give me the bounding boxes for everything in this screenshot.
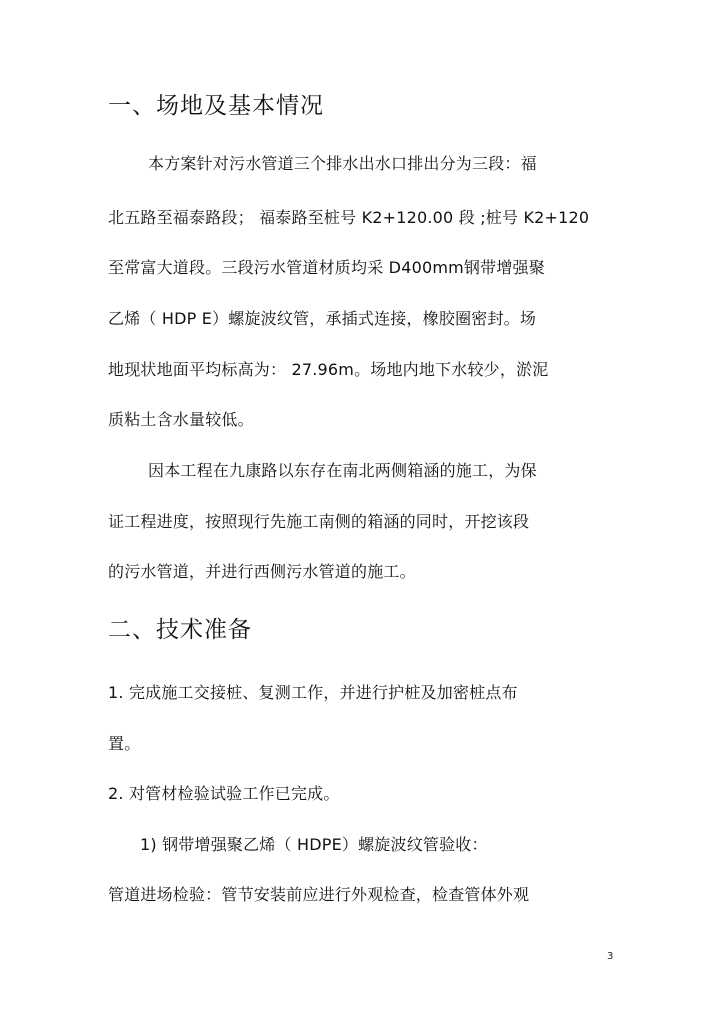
page-number: 3 xyxy=(607,951,614,962)
paragraph-line: 的污水管道，并进行西侧污水管道的施工。 xyxy=(108,562,416,581)
list-item: 1) 钢带增强聚乙烯（ HDPE）螺旋波纹管验收： xyxy=(140,835,488,854)
paragraph-line: 本方案针对污水管道三个排水出水口排出分为三段：福 xyxy=(148,154,537,173)
paragraph-line: 管道进场检验：管节安装前应进行外观检查，检查管体外观 xyxy=(108,885,530,904)
paragraph-line: 地现状地面平均标高为： 27.96m。场地内地下水较少，淤泥 xyxy=(108,360,549,379)
list-item: 1. 完成施工交接桩、复测工作，并进行护桩及加密桩点布 xyxy=(108,683,518,702)
paragraph-line: 北五路至福泰路段； 福泰路至桩号 K2+120.00 段 ;桩号 K2+120 xyxy=(108,208,590,227)
section-1-title: 一、场地及基本情况 xyxy=(108,93,324,119)
paragraph-line: 证工程进度，按照现行先施工南侧的箱涵的同时，开挖该段 xyxy=(108,512,530,531)
paragraph-line: 质粘土含水量较低。 xyxy=(108,410,254,429)
paragraph-line: 乙烯（ HDP E）螺旋波纹管，承插式连接，橡胶圈密封。场 xyxy=(108,309,537,328)
list-item: 置。 xyxy=(108,734,141,753)
paragraph-line: 因本工程在九康路以东存在南北两侧箱涵的施工，为保 xyxy=(148,461,537,480)
paragraph-line: 至常富大道段。三段污水管道材质均采 D400mm钢带增强聚 xyxy=(108,258,545,277)
section-2-title: 二、技术准备 xyxy=(108,617,252,643)
list-item: 2. 对管材检验试验工作已完成。 xyxy=(108,784,340,803)
